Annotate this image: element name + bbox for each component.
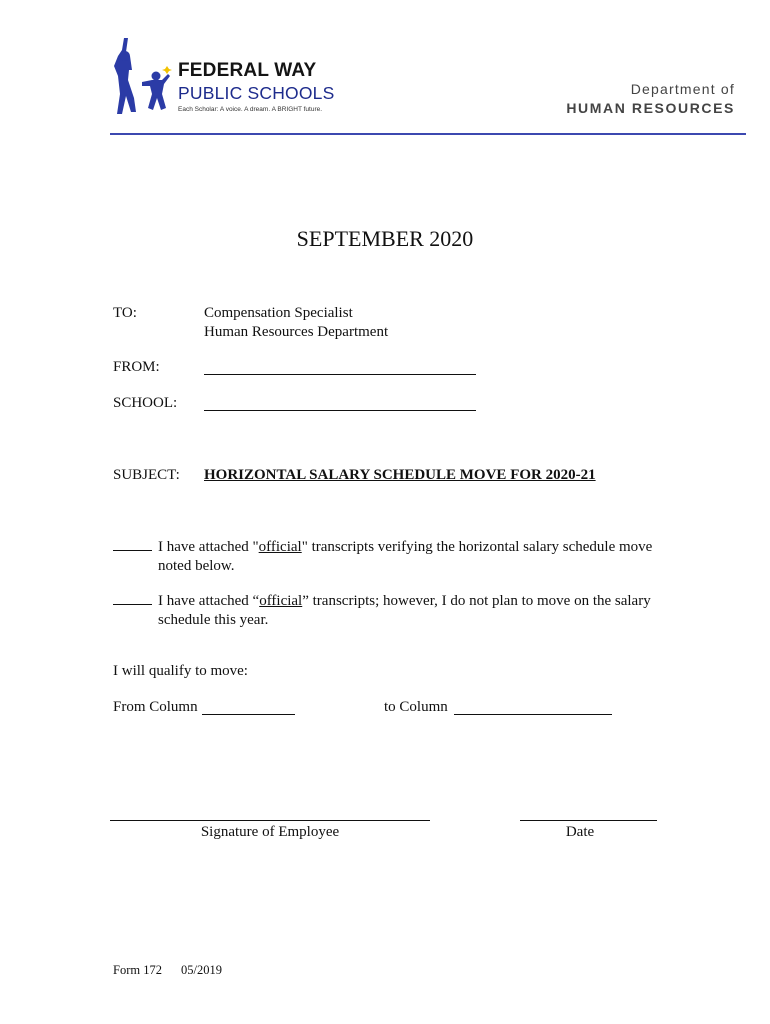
- option1-text: [158, 538, 678, 576]
- to-column-input-line[interactable]: [454, 700, 612, 715]
- to-column-label: to Column: [384, 699, 448, 715]
- option2-checkbox-line[interactable]: [113, 592, 152, 605]
- option2-official: official: [259, 593, 303, 609]
- to-recipient-line2: Human Resources Department: [204, 324, 389, 340]
- from-column-input-line[interactable]: [202, 700, 295, 715]
- to-recipient-line1: Compensation Specialist: [204, 305, 353, 321]
- school-label: SCHOOL:: [113, 395, 178, 411]
- subject-value: HORIZONTAL SALARY SCHEDULE MOVE FOR 2020-21: [204, 467, 596, 483]
- subject-label: SUBJECT:: [113, 467, 180, 483]
- date-input-line[interactable]: [520, 806, 657, 821]
- form-date: 05/2019: [181, 963, 222, 977]
- option1-checkbox-line[interactable]: [113, 538, 152, 551]
- logo-tagline: Each Scholar: A voice. A dream. A BRIGHT future.: [178, 106, 323, 113]
- from-input-line[interactable]: [204, 360, 476, 375]
- option2-text-after: ” transcripts; however, I do not plan to move on the salary schedule this year.: [158, 593, 651, 628]
- document-title: SEPTEMBER 2020: [296, 226, 474, 251]
- department-name: HUMAN RESOURCES: [566, 100, 735, 116]
- form-number: Form 172: [113, 963, 162, 977]
- qualify-intro: I will qualify to move:: [113, 663, 248, 679]
- signature-input-line[interactable]: [110, 806, 430, 821]
- department-label: Department of: [630, 81, 735, 97]
- school-input-line[interactable]: [204, 396, 476, 411]
- option2-text: [158, 592, 678, 630]
- logo-subtitle: PUBLIC SCHOOLS: [178, 83, 335, 103]
- date-label: Date: [565, 824, 595, 840]
- header-divider: [110, 133, 746, 135]
- to-label: TO:: [113, 305, 137, 321]
- signature-label: Signature of Employee: [200, 824, 340, 840]
- option1-text-before: I have attached ": [158, 539, 259, 555]
- from-label: FROM:: [113, 359, 160, 375]
- option1-text-after: " transcripts verifying the horizontal salary schedule move noted below.: [158, 539, 653, 574]
- district-logo-figures-icon: [112, 36, 172, 118]
- option1-official: official: [258, 539, 302, 555]
- from-column-label: From Column: [113, 699, 198, 715]
- option2-text-before: I have attached “: [158, 593, 260, 609]
- logo-title: FEDERAL WAY: [178, 60, 317, 81]
